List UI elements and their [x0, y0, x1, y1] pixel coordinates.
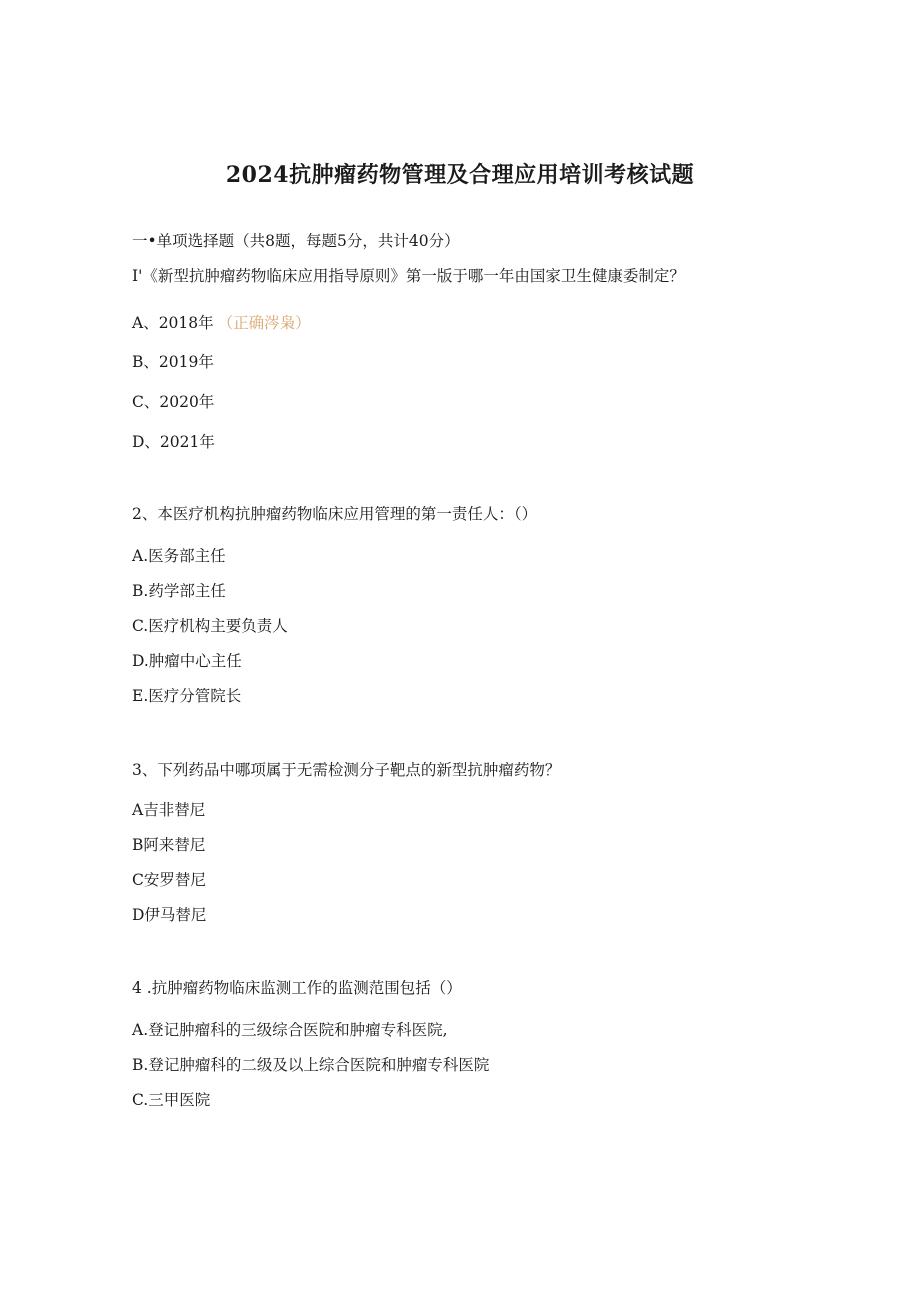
question-3-option-d: D伊马替尼 [132, 906, 207, 924]
question-4-stem: 4 .抗肿瘤药物临床监测工作的监测范围包括（） [132, 979, 462, 997]
question-4-option-b: B.登记肿瘤科的二级及以上综合医院和肿瘤专科医院 [132, 1056, 490, 1074]
question-4-option-c: C.三甲医院 [132, 1091, 211, 1109]
answer-note: （正确涔枭） [217, 314, 311, 332]
question-3-option-c: C安罗替尼 [132, 871, 206, 889]
question-2-option-c: C.医疗机构主要负责人 [132, 617, 288, 635]
question-2-option-a: A.医务部主任 [132, 547, 226, 565]
question-3-option-b: B阿来替尼 [132, 836, 206, 854]
question-1-option-c: C、2020年 [132, 393, 215, 411]
question-2-option-b: B.药学部主任 [132, 582, 226, 600]
question-1-option-d: D、2021年 [132, 433, 215, 451]
question-3-stem: 3、下列药品中哪项属于无需检测分子靶点的新型抗肿瘤药物？ [132, 761, 561, 779]
question-2-stem: 2、本医疗机构抗肿瘤药物临床应用管理的第一责任人：（） [132, 505, 538, 523]
question-1-option-b: B、2019年 [132, 353, 214, 371]
page-title: 2024抗肿瘤药物管理及合理应用培训考核试题 [225, 162, 695, 188]
question-1-option-a [132, 311, 311, 333]
question-3-option-a: A吉非替尼 [132, 801, 206, 819]
section-heading: 一•单项选择题（共8题，每题5分，共计40分） [132, 232, 460, 250]
question-4-option-a: A.登记肿瘤科的三级综合医院和肿瘤专科医院, [132, 1021, 448, 1039]
question-1-stem: I'《新型抗肿瘤药物临床应用指导原则》第一版于哪一年由国家卫生健康委制定？ [132, 267, 685, 285]
option-label: A、2018年 [132, 314, 214, 332]
question-2-option-d: D.肿瘤中心主任 [132, 652, 242, 670]
question-2-option-e: E.医疗分管院长 [132, 687, 242, 705]
